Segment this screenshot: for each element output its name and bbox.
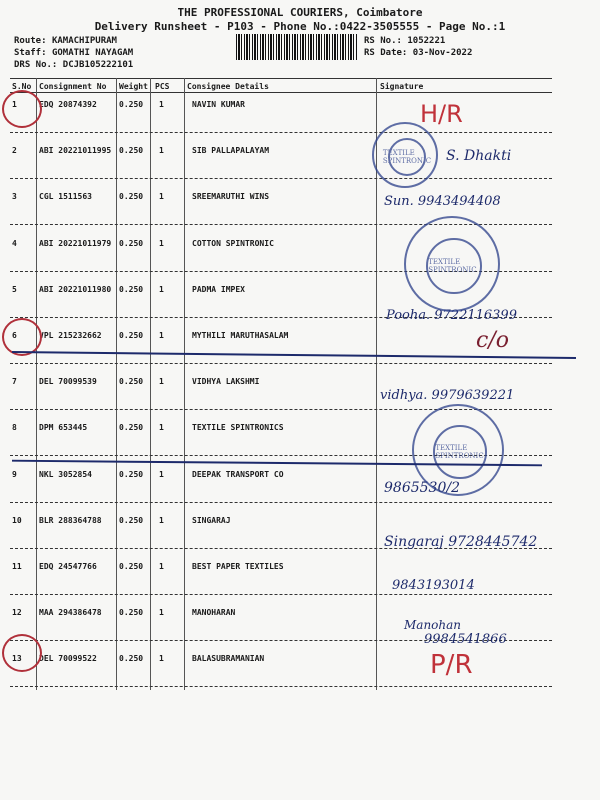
cell-consignment: DEL 70099539	[39, 377, 97, 387]
drs-line	[14, 60, 133, 70]
handwriting-row1: H/R	[420, 100, 463, 128]
cell-consignee: BEST PAPER TEXTILES	[192, 562, 284, 571]
cell-weight: 0.250	[119, 608, 144, 618]
cell-consignee: TEXTILE SPINTRONICS	[192, 423, 284, 433]
cell-consignee: BALASUBRAMANIAN	[192, 654, 265, 664]
cell-pcs: 1	[159, 562, 164, 571]
route-line	[14, 36, 117, 46]
cell-pcs: 1	[159, 423, 164, 433]
cell-sno: 11	[12, 562, 22, 571]
handwriting-row12a: Manohan	[404, 618, 462, 632]
cell-weight: 0.250	[119, 284, 144, 294]
cell-consignment: NKL 3052854	[39, 469, 92, 479]
drs-label: DRS No.:	[14, 60, 58, 70]
cell-consignee: NAVIN KUMAR	[192, 100, 245, 109]
cell-weight: 0.250	[119, 377, 144, 387]
rs-date-line	[364, 48, 472, 58]
cell-sno: 6	[12, 331, 17, 340]
cell-pcs: 1	[159, 469, 164, 479]
cell-sno: 2	[12, 146, 17, 156]
cell-sno: 3	[12, 192, 17, 202]
stamp-text: TEXTILE SPINTRONIC	[433, 425, 486, 478]
cell-weight: 0.250	[119, 469, 144, 479]
staff-label: Staff:	[14, 48, 47, 58]
cell-sno: 1	[12, 100, 17, 109]
cell-consignee: VIDHYA LAKSHMI	[192, 377, 260, 387]
row-divider	[10, 132, 552, 133]
cell-consignee: COTTON SPINTRONIC	[192, 238, 274, 248]
col-header-pcs: PCS	[155, 82, 170, 91]
cell-weight: 0.250	[119, 192, 144, 202]
drs-value: DCJB105222101	[62, 60, 134, 70]
row-divider	[10, 363, 552, 364]
col-header-signature: Signature	[380, 82, 424, 91]
col-divider	[116, 78, 117, 690]
cell-weight: 0.250	[119, 423, 144, 433]
company-stamp	[404, 216, 500, 312]
handwriting-row11: 9843193014	[392, 578, 475, 593]
cell-weight: 0.250	[119, 562, 144, 571]
cell-weight: 0.250	[119, 100, 144, 109]
rs-date-value: 03-Nov-2022	[412, 48, 473, 58]
col-header-sno: S.No	[12, 82, 32, 91]
cell-sno: 5	[12, 284, 17, 294]
company-stamp	[372, 122, 438, 188]
cell-weight: 0.250	[119, 331, 144, 340]
cell-pcs: 1	[159, 377, 164, 387]
row-circle-mark	[2, 634, 42, 672]
col-divider	[36, 78, 37, 690]
stamp-text: TEXTILE SPINTRONIC	[388, 138, 427, 177]
staff-value: GOMATHI NAYAGAM	[51, 48, 134, 58]
cell-pcs: 1	[159, 238, 164, 248]
row-circle-mark	[2, 90, 42, 128]
cell-pcs: 1	[159, 284, 164, 294]
row-divider	[10, 178, 552, 179]
rs-no-line	[364, 36, 445, 46]
handwriting-row6b: c/o	[476, 328, 509, 353]
cell-consignment: EDQ 20874392	[39, 100, 97, 109]
rs-date-label: RS Date:	[364, 48, 408, 58]
cell-pcs: 1	[159, 654, 164, 664]
cell-consignee: PADMA IMPEX	[192, 284, 245, 294]
company-stamp	[412, 404, 504, 496]
col-header-consignee: Consignee Details	[187, 82, 269, 91]
cell-sno: 4	[12, 238, 17, 248]
route-label: Route:	[14, 36, 47, 46]
cell-pcs: 1	[159, 100, 164, 109]
stamp-text: TEXTILE SPINTRONIC	[426, 238, 482, 294]
cell-pcs: 1	[159, 608, 164, 618]
handwriting-row13: P/R	[430, 650, 473, 680]
col-divider	[184, 78, 185, 690]
row-divider	[10, 594, 552, 595]
row-divider	[10, 502, 552, 503]
cell-consignee: MYTHILI MARUTHASALAM	[192, 331, 289, 340]
barcode	[236, 34, 358, 60]
cell-consignee: MANOHARAN	[192, 608, 236, 618]
col-divider	[150, 78, 151, 690]
handwriting-row2: S. Dhakti	[446, 148, 512, 164]
handwriting-row10: Singaraj 9728445742	[384, 534, 538, 550]
route-value: KAMACHIPURAM	[51, 36, 117, 46]
cell-weight: 0.250	[119, 515, 144, 525]
cell-consignment: ABI 20221011979	[39, 238, 112, 248]
cell-consignment: CGL 1511563	[39, 192, 92, 202]
cell-consignee: SREEMARUTHI WINS	[192, 192, 270, 202]
cell-weight: 0.250	[119, 238, 144, 248]
cell-sno: 10	[12, 515, 22, 525]
col-header-consignment: Consignment No	[39, 82, 107, 91]
cell-sno: 7	[12, 377, 17, 387]
staff-line	[14, 48, 133, 58]
cell-pcs: 1	[159, 515, 164, 525]
table-top-border	[10, 78, 552, 79]
handwriting-row9: 9865530/2	[384, 480, 460, 496]
handwriting-row3: Sun. 9943494408	[384, 194, 501, 209]
handwriting-row6a: Pooha. 9722116399	[386, 308, 517, 323]
runsheet-subtitle: Delivery Runsheet - P103 - Phone No.:0422-3505555 - Page No.:1	[94, 20, 506, 33]
cell-sno: 8	[12, 423, 17, 433]
cell-pcs: 1	[159, 146, 164, 156]
handwriting-row12b: 9984541866	[424, 632, 507, 647]
cell-pcs: 1	[159, 192, 164, 202]
cell-consignment: ABI 20221011995	[39, 146, 112, 156]
cell-consignment: BLR 288364788	[39, 515, 102, 525]
cell-consignment: DEL 70099522	[39, 654, 97, 664]
cell-weight: 0.250	[119, 654, 144, 664]
rs-no-value: 1052221	[407, 36, 446, 46]
row-divider	[10, 686, 552, 687]
cell-consignment: DPM 653445	[39, 423, 88, 433]
cell-consignee: SINGARAJ	[192, 515, 231, 525]
cell-consignee: DEEPAK TRANSPORT CO	[192, 469, 284, 479]
cell-consignment: ABI 20221011980	[39, 284, 112, 294]
cell-consignment: EDQ 24547766	[39, 562, 97, 571]
cell-pcs: 1	[159, 331, 164, 340]
cell-weight: 0.250	[119, 146, 144, 156]
cell-sno: 12	[12, 608, 22, 618]
cell-sno: 13	[12, 654, 22, 664]
handwriting-row7: vidhya. 9979639221	[380, 388, 515, 403]
col-header-weight: Weight	[119, 82, 148, 91]
runsheet-title: THE PROFESSIONAL COURIERS, Coimbatore	[177, 6, 423, 19]
cell-sno: 9	[12, 469, 17, 479]
cell-consignment: MAA 294386478	[39, 608, 102, 618]
cell-consignee: SIB PALLAPALAYAM	[192, 146, 270, 156]
rs-no-label: RS No.:	[364, 36, 402, 46]
cell-consignment: VPL 215232662	[39, 331, 102, 340]
table-header-border	[10, 92, 552, 93]
